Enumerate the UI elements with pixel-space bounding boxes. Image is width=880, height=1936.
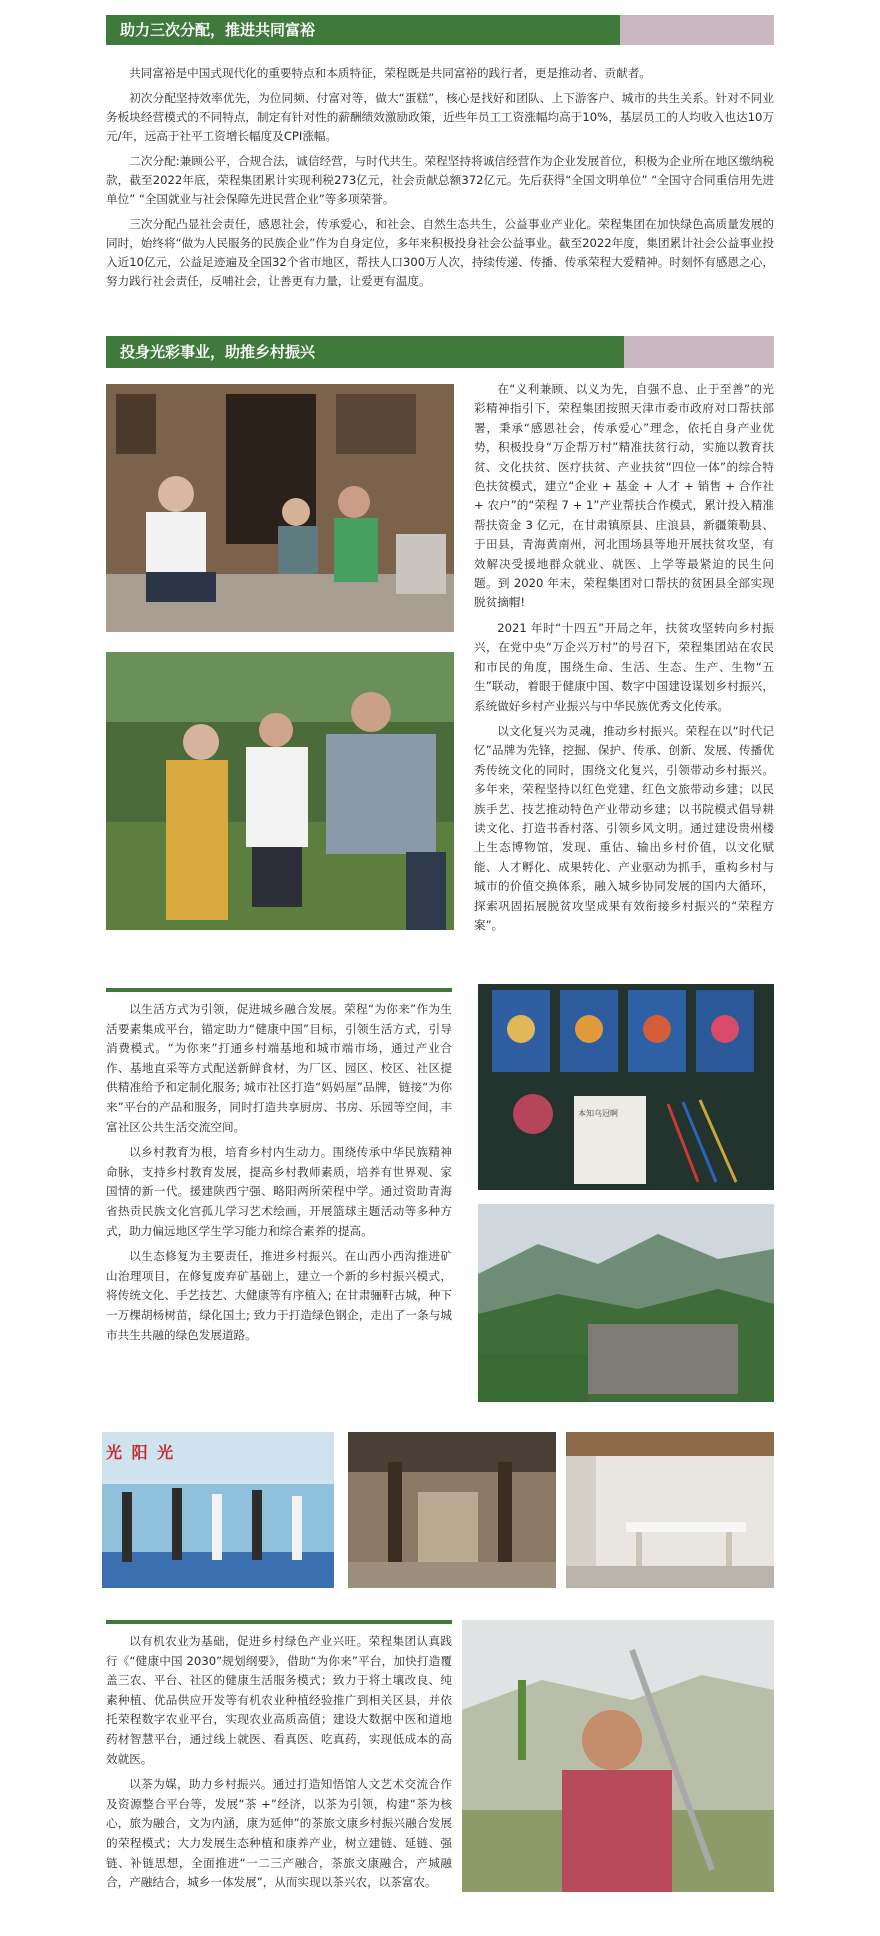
photo-embroidery-products <box>478 984 774 1190</box>
section2-paragraph: 以文化复兴为灵魂，推动乡村振兴。荣程在以“时代记忆”品牌为先锋，挖掘、保护、传承、创新、发展、传播优秀传统文化的同时，围绕文化复兴，引领带动乡村振兴。多年来，荣程坚持以红色党建、红色文旅带动乡建；以民族手艺、技艺推动特色产业带动乡建；以书院模式倡导耕读文化、打造书香村落、引领乡风文明。通过建设贵州楼上生态博物馆，发现、重估、输出乡村价值，以文化赋能、人才孵化、成果转化、产业驱动为抓手，重构乡村与城市的价值交换体系，融入城乡协同发展的国内大循环，探索巩固拓展脱贫攻坚成果有效衔接乡村振兴的“荣程方案”。 <box>474 723 774 932</box>
section1-title: 助力三次分配，推进共同富裕 <box>106 15 620 45</box>
section2-title: 投身光彩事业，助推乡村振兴 <box>106 336 624 368</box>
court-sign-text: 光 阳 光 <box>106 1443 176 1462</box>
section3-body <box>106 1000 452 1351</box>
section4-paragraph: 以茶为媒，助力乡村振兴。通过打造知悟馆人文艺术交流合作及资源整合平台等，发展“茶 +”经济，以茶为引领，构建“茶为核心，旅为融合，文为内涵，康为延伸”的茶旅文康乡村振兴融合发展的荣程模式；大力发展生态种植和康养产业，树立建链、延链、强链、补链思想，全面推进“一二三产融合，茶旅文康融合，产城融合，产融结合，城乡一体发展”，从而实现以茶兴农，以茶富农。 <box>106 1777 452 1890</box>
section2-title-accent <box>624 336 774 368</box>
book-card-label: 本知乌冠啊 <box>578 1109 618 1118</box>
section4-body <box>106 1632 452 1899</box>
section3-paragraph: 以乡村教育为根，培育乡村内生动力。围绕传承中华民族精神命脉，支持乡村教育发展，提高乡村教师素质，培养有世界观、家国情的新一代。援建陕西宁强、略阳两所荣程中学。通过资助青海省热贡民族文化宫孤儿学习艺术绘画，开展篮球主题活动等多种方式，助力偏远地区学生学习能力和综合素养的提高。 <box>106 1145 452 1238</box>
section2-paragraph: 在“义利兼顾、以义为先，自强不息、止于至善”的光彩精神指引下，荣程集团按照天津市委市政府对口帮扶部署，秉承“感恩社会，传承爱心”理念，依托自身产业优势，积极投身“万企帮万村”精准扶贫行动，实施以教育扶贫、文化扶贫、医疗扶贫、产业扶贫“四位一体”的综合特色扶贫模式，建立“企业 + 基金 + 人才 + 销售 + 合作社 + 农户”的“荣程 7 + 1”产业帮扶合作模式，累计投入精准帮扶资金 3 亿元，在甘肃镇原县、庄浪县，新疆策勒县、于田县，青海黄南州，河北围场县等地开展扶贫攻坚，有效解决受援地群众就业、就医、上学等最紧迫的民生问题。到 2020 年末，荣程集团对口帮扶的贫困县全部实现脱贫摘帽! <box>474 382 774 610</box>
section1-paragraph: 初次分配坚持效率优先，为位同频、付富对等，做大“蛋糕”，核心是找好和团队、上下游客户、城市的共生关系。针对不同业务板块经营模式的不同特点，制定有针对性的薪酬绩效激励政策，近些年员工工资涨幅均高于10%，基层员工的人均收入也达10万元/年，远高于社平工资增长幅度及CPI涨幅。 <box>106 91 774 143</box>
photo-dining-room <box>566 1432 774 1588</box>
section2-paragraph: 2021 年时“十四五”开局之年，扶贫攻坚转向乡村振兴，在党中央“万企兴万村”的号召下，荣程集团站在农民和市民的角度，围绕生命、生活、生态、生产、生物“五生”联动，着眼于健康中国、数字中国建设谋划乡村振兴，系统做好乡村产业振兴与中华民族优秀文化传承。 <box>474 620 774 713</box>
section3-paragraph: 以生态修复为主要责任，推进乡村振兴。在山西小西沟推进矿山治理项目，在修复废弃矿基础上，建立一个新的乡村振兴模式，将传统文化、手艺技艺、大健康等有序植入; 在甘肃骊靬古城，种下一万棵胡杨树苗，绿化国土; 致力于打造绿色钢企，走出了一条与城市共生共融的绿色发展道路。 <box>106 1249 452 1342</box>
photo-village-visit <box>106 384 454 632</box>
photo-old-courtyard <box>348 1432 556 1588</box>
section1-paragraph: 共同富裕是中国式现代化的重要特点和本质特征，荣程既是共同富裕的践行者，更是推动者、贡献者。 <box>129 66 651 80</box>
section1-title-accent <box>620 15 774 45</box>
section1-paragraph: 三次分配凸显社会责任，感恩社会，传承爱心，和社会、自然生态共生，公益事业产业化。荣程集团在加快绿色高质量发展的同时，始终将“做为人民服务的民族企业”作为自身定位，多年来积极投身社会公益事业。截至2022年度，集团累计社会公益事业投入近10亿元，公益足迹遍及全国32个省市地区，帮扶人口300万人次，持续传递、传播、传承荣程大爱精神。时刻怀有感恩之心，努力践行社会责任，反哺社会，让善更有力量，让爱更有温度。 <box>106 217 774 288</box>
section4-rule <box>106 1620 452 1624</box>
section4-paragraph: 以有机农业为基础，促进乡村绿色产业兴旺。荣程集团认真践行《“健康中国 2030”规划纲要》，借助“为你来”平台，加快打造覆盖三农、平台、社区的健康生活服务模式；致力于将土壤改良、纯素种植、优品供应开发等有机农业种植经验推广到相关区县，并依托荣程数字农业平台，实现农业高质高值；建设大数据中医和道地药材智慧平台，通过线上就医、看真医、吃真药，实现低成本的高效就医。 <box>106 1634 452 1766</box>
photo-mountain-village <box>478 1204 774 1402</box>
section1-paragraph: 二次分配:兼顾公平，合规合法，诚信经营，与时代共生。荣程坚持将诚信经营作为企业发展首位，积极为企业所在地区缴纳税款，截至2022年底，荣程集团累计实现利税273亿元，社会贡献总额372亿元。先后获得“全国文明单位” “全国守合同重信用先进单位” “全国就业与社会保障先进民营企业”等多项荣誉。 <box>106 154 774 206</box>
section3-paragraph: 以生活方式为引领，促进城乡融合发展。荣程“为你来”作为生活要素集成平台，锚定助力“健康中国”目标，引领生活方式，引导消费模式。“为你来”打通乡村端基地和城市端市场，通过产业合作、基地直采等方式配送新鲜食材，为厂区、园区、校区、社区提供精准给予和定制化服务; 城市社区打造“妈妈屋”品牌，链接“为你来”平台的产品和服务，同时打造共享厨房、书房、乐园等空间，丰富社区公共生活交流空间。 <box>106 1002 452 1134</box>
photo-field-inspection <box>106 652 454 930</box>
photo-basketball-court <box>102 1432 334 1588</box>
photo-farmer-with-crop <box>462 1620 774 1892</box>
section2-body <box>474 380 774 941</box>
section1-body <box>106 64 774 297</box>
section3-rule <box>106 988 452 992</box>
